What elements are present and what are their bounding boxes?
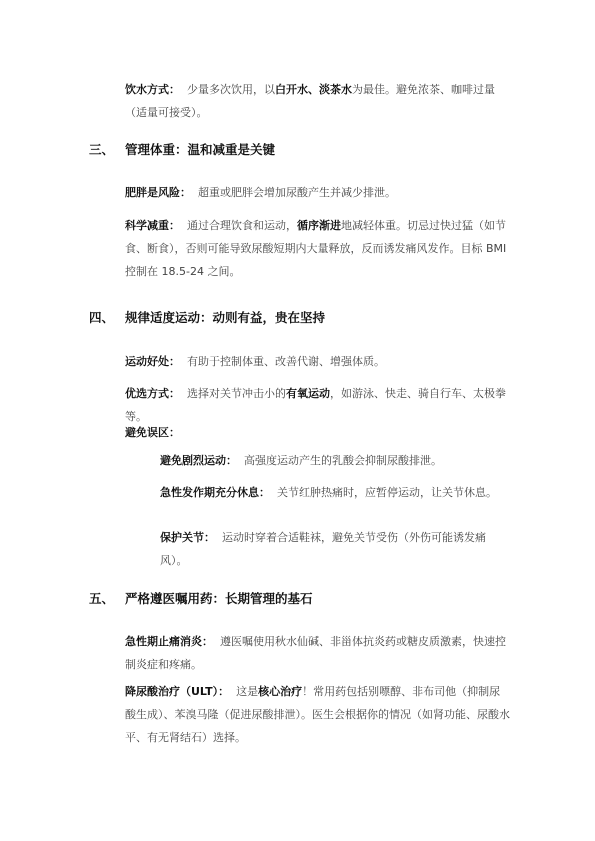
weight-loss-label: 科学减重： — [125, 219, 180, 232]
preferred-exercise-text-2: ，如游泳、快走、骑自行车、太极拳等。 — [125, 387, 506, 423]
acute-rest-label: 急性发作期充分休息： — [160, 486, 270, 499]
section-5-heading — [89, 590, 313, 608]
preferred-exercise-label: 优选方式： — [125, 387, 180, 400]
exercise-benefits-text: 有助于控制体重、改善代谢、增强体质。 — [187, 355, 385, 368]
drinking-method-text-2: 为最佳。避免浓茶、咖啡过量（适量可接受）。 — [125, 83, 495, 119]
section-4-title: 规律适度运动：动则有益，贵在坚持 — [125, 310, 326, 325]
preferred-exercise-text-1: 选择对关节冲击小的 — [187, 387, 286, 400]
paragraph-acute-pain-relief — [125, 630, 510, 676]
ult-text-1: 这是 — [236, 685, 259, 698]
weight-loss-text-1: 通过合理饮食和运动， — [187, 219, 297, 232]
avoid-mistakes-title: 避免误区： — [125, 426, 180, 439]
paragraph-preferred-exercise — [125, 382, 510, 428]
acute-pain-relief-label: 急性期止痛消炎： — [125, 635, 213, 648]
drinking-method-label: 饮水方式： — [125, 83, 180, 96]
section-3-heading — [89, 141, 275, 159]
paragraph-avoid-strenuous — [160, 449, 510, 472]
acute-pain-relief-text: 遵医嘱使用秋水仙碱、非甾体抗炎药或糖皮质激素，快速控制炎症和疼痛。 — [125, 635, 506, 671]
paragraph-acute-rest — [160, 481, 510, 504]
paragraph-exercise-benefits — [125, 350, 510, 373]
paragraph-urate-lowering-therapy — [125, 680, 510, 749]
obesity-risk-label: 肥胖是风险： — [125, 186, 191, 199]
paragraph-drinking-method — [125, 78, 510, 124]
section-4-heading — [89, 309, 325, 327]
obesity-risk-text: 超重或肥胖会增加尿酸产生并减少排泄。 — [198, 186, 396, 199]
avoid-strenuous-text: 高强度运动产生的乳酸会抑制尿酸排泄。 — [244, 454, 442, 467]
drinking-method-text-1: 少量多次饮用，以 — [187, 83, 275, 96]
ult-emphasis: 核心治疗 — [258, 685, 303, 698]
drinking-method-emphasis: 白开水、淡茶水 — [275, 83, 352, 96]
protect-joints-text: 运动时穿着合适鞋袜，避免关节受伤（外伤可能诱发痛风）。 — [160, 531, 486, 567]
weight-loss-emphasis: 循序渐进 — [297, 219, 341, 232]
preferred-exercise-emphasis: 有氧运动 — [286, 387, 330, 400]
section-4-number: 四、 — [89, 310, 115, 325]
paragraph-protect-joints — [160, 526, 510, 572]
paragraph-scientific-weight-loss — [125, 214, 510, 283]
exercise-benefits-label: 运动好处： — [125, 355, 180, 368]
weight-loss-text-2: 地减轻体重。切忌过快过猛（如节食、断食），否则可能导致尿酸短期内大量释放，反而诱发痛风发作。目标 BMI 控制在 18.5-24 之间。 — [125, 219, 507, 278]
paragraph-obesity-risk — [125, 181, 510, 204]
avoid-strenuous-label: 避免剧烈运动： — [160, 454, 237, 467]
section-3-number: 三、 — [89, 142, 115, 157]
section-5-number: 五、 — [89, 591, 115, 606]
section-5-title: 严格遵医嘱用药：长期管理的基石 — [125, 591, 313, 606]
section-3-title: 管理体重：温和减重是关键 — [125, 142, 276, 157]
ult-text-2: ！常用药包括别嘌醇、非布司他（抑制尿酸生成）、苯溴马隆（促进尿酸排泄）。医生会根据你的情况（如肾功能、尿酸水平、有无肾结石）选择。 — [125, 685, 510, 744]
acute-rest-text: 关节红肿热痛时，应暂停运动，让关节休息。 — [277, 486, 497, 499]
protect-joints-label: 保护关节： — [160, 531, 215, 544]
ult-label: 降尿酸治疗（ULT）： — [125, 685, 230, 698]
